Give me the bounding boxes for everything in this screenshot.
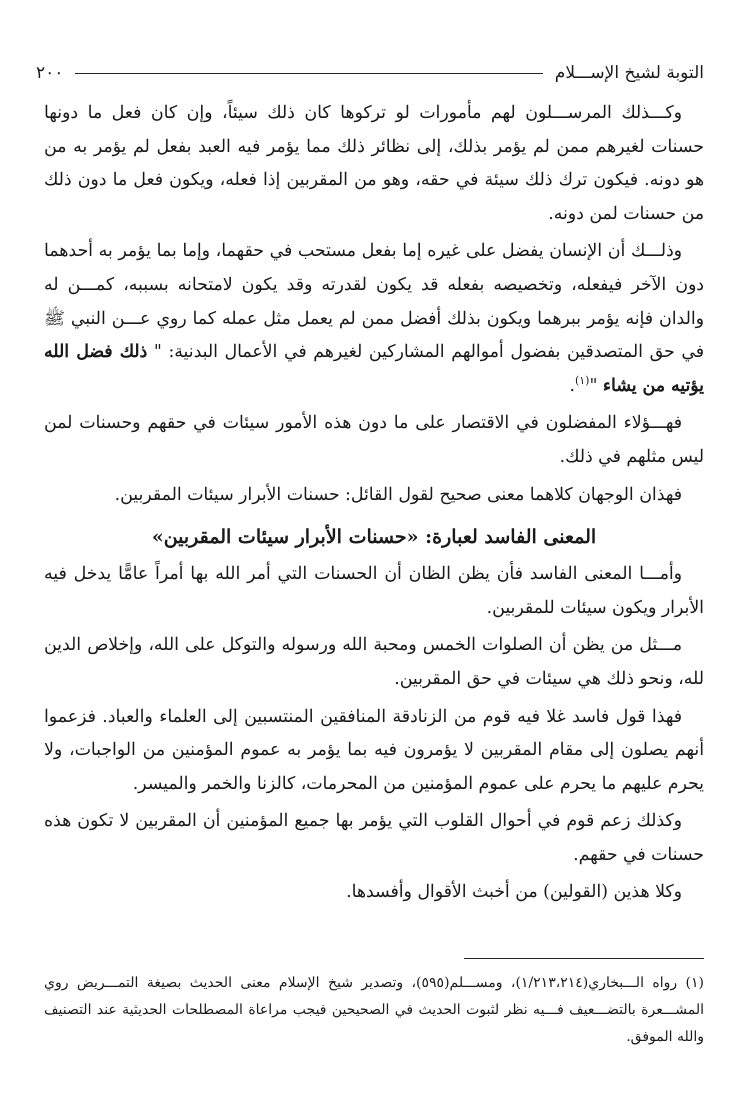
section-heading: المعنى الفاسد لعبارة: «حسنات الأبرار سيئات المقربين» <box>151 526 597 549</box>
footnote-divider <box>464 958 704 959</box>
footnote: (١) رواه الـــبخاري(١/٢١٣،٢١٤)، ومســـلم(٥٩٥)، وتصدير شيخ الإسلام معنى الحديث بصيغة التمـــريض روي المشـــعرة بالتضـــعيف فـــيه نظر لثبوت الحديث في الصحيحين فيجب مراعاة المصطلحات الحديثية عند التصنيف والله الموفق. <box>44 975 704 1045</box>
footnotes <box>44 970 704 1051</box>
paragraph: وكـــذلك المرســـلون لهم مأمورات لو تركوها كان ذلك سيئاً، وإن كان فعل ما دونها حسنات لغيرهم ممن لم يؤمر بذلك، إلى نظائر ذلك مما يؤمر فيه العبد بفعل لم يؤمر به من هو دونه. فيكون ترك ذلك سيئة في حقه، وهو من المقربين إذا فعله، ويكون فعل ما دون ذلك من حسنات لمن دونه. <box>44 103 704 224</box>
page-header <box>36 58 704 88</box>
running-title: التوبة لشيخ الإســـلام <box>554 63 704 83</box>
paragraph: فهذان الوجهان كلاهما معنى صحيح لقول القائل: حسنات الأبرار سيئات المقربين. <box>114 484 682 505</box>
paragraph-text: وذلـــك أن الإنسان يفضل على غيره إما بفعل مستحب في حقهما، وإما بما يؤمر به أحدهما دون الآخر فيفعله، وتخصيصه بفعله قد يكون لقدرته وقد يكون لامتحانه بسببه، كمـــن له والدان فإنه يؤمر ببرهما ويكون بذلك أفضل ممن لم يعمل مثل عمله كما روي عـــن النبي ﷺ في حق المتصدقين بفضول أموالهم المشاركين لغيرهم في الأعمال البدنية: " <box>44 241 704 363</box>
paragraph: فهـــؤلاء المفضلون في الاقتصار على ما دون هذه الأمور سيئات في حقهم وحسنات لمن ليس مثلهم في ذلك. <box>44 413 704 467</box>
main-text <box>44 97 704 914</box>
paragraph: فهذا قول فاسد غلا فيه قوم من الزنادقة المنافقين المنتسبين إلى العلماء والعباد. فزعموا أنهم يصلون إلى مقام المقربين لا يؤمرون فيه بما يؤمر به عموم المؤمنين من الواجبات، ولا يحرم عليهم ما يحرم على عموم المؤمنين من المحرمات، كالزنا والخمر والميسر. <box>44 706 704 794</box>
paragraph: وكذلك زعم قوم في أحوال القلوب التي يؤمر بها جميع المؤمنين أن المقربين لا تكون هذه حسنات في حقهم. <box>44 811 704 865</box>
quoted-verse: ذلك فضل الله يؤتيه من يشاء <box>44 342 704 396</box>
quote-close: " <box>589 375 598 396</box>
paragraph: مـــثل من يظن أن الصلوات الخمس ومحبة الله ورسوله والتوكل على الله، وإخلاص الدين لله، ونحو ذلك هي سيئات في حق المقربين. <box>44 635 704 689</box>
footnote-marker: (١) <box>574 373 590 387</box>
header-rule <box>75 73 542 74</box>
paragraph: وذلـــك أن الإنسان يفضل على غيره إما بفعل مستحب في حقهما، وإما بما يؤمر به أحدهما دون الآخر فيفعله، وتخصيصه بفعله قد يكون لقدرته وقد يكون لامتحانه بسببه، كمـــن له والدان فإنه يؤمر ببرهما ويكون بذلك أفضل ممن لم يعمل مثل عمله كما روي عـــن النبي ﷺ في حق المتصدقين بفضول أموالهم المشاركين لغيرهم في الأعمال البدنية: " ذلك فضل الله يؤتيه من يشاء "$^{(١)}$. <box>44 241 704 396</box>
paragraph: وأمـــا المعنى الفاسد فأن يظن الظان أن الحسنات التي أمر الله بها أمراً عامًّا يدخل فيه الأبرار ويكون سيئات للمقربين. <box>44 564 704 618</box>
paragraph: وكلا هذين (القولين) من أخبث الأقوال وأفسدها. <box>346 882 682 903</box>
page-number: ٢٠٠ <box>36 63 64 83</box>
